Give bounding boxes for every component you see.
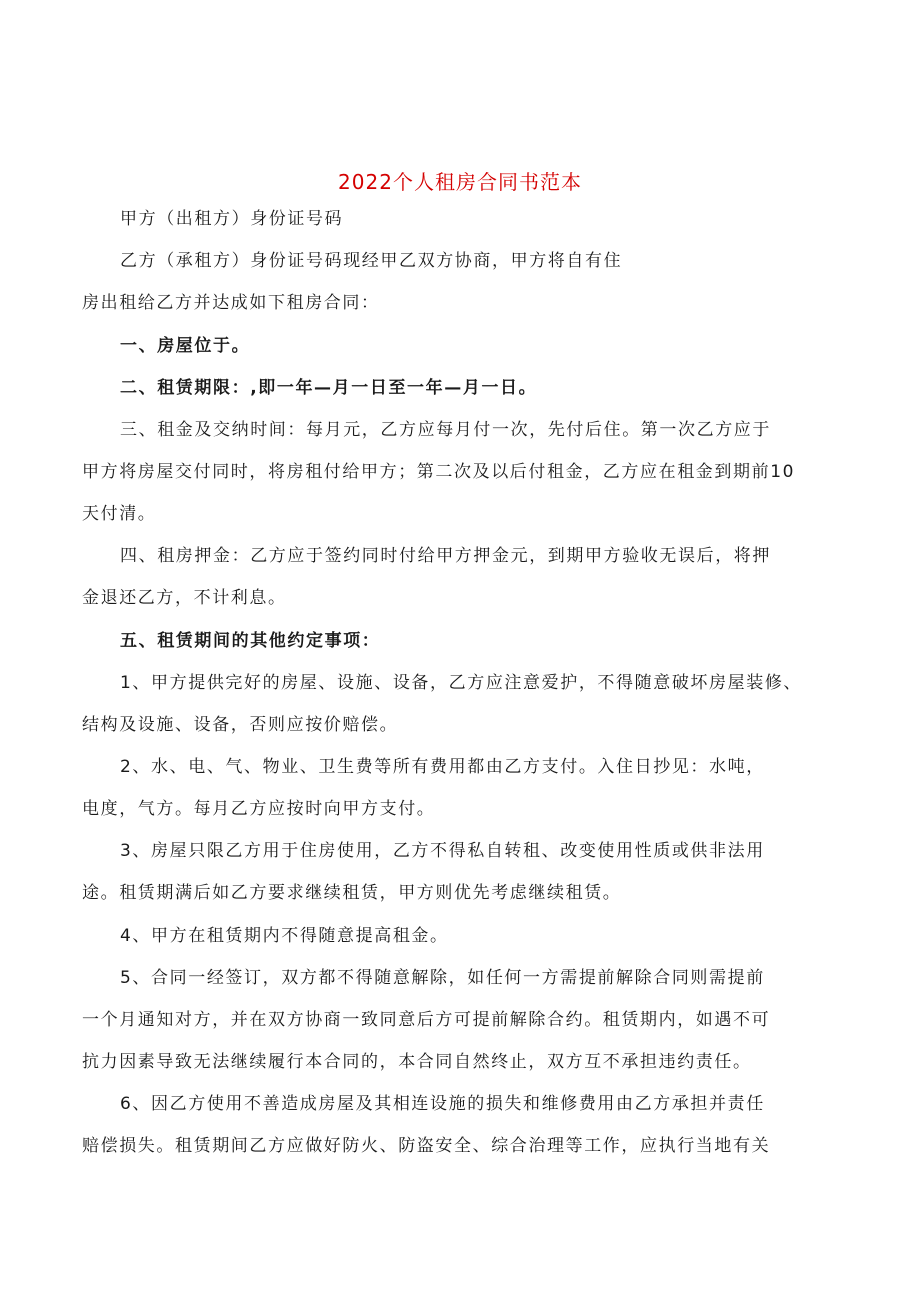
- section-3-line-3: 天付清。: [82, 504, 157, 524]
- party-b-line: 乙方（承租方）身份证号码现经甲乙双方协商，甲方将自有住: [120, 251, 623, 271]
- item-5-line-2: 一个月通知对方，并在双方协商一致同意后方可提前解除合约。租赁期内，如遇不可: [82, 1010, 771, 1030]
- item-1-line-2: 结构及设施、设备，否则应按价赔偿。: [82, 715, 399, 735]
- document-title: 2022个人租房合同书范本: [338, 170, 582, 194]
- item-5-line-1: 5、合同一经签订，双方都不得随意解除，如任何一方需提前解除合同则需提前: [120, 968, 765, 988]
- item-4-line-1: 4、甲方在租赁期内不得随意提高租金。: [120, 926, 449, 946]
- section-1-heading: 一、房屋位于。: [120, 336, 251, 356]
- item-6-line-1: 6、因乙方使用不善造成房屋及其相连设施的损失和维修费用由乙方承担并责任: [120, 1094, 765, 1114]
- item-5-line-3: 抗力因素导致无法继续履行本合同的，本合同自然终止，双方互不承担违约责任。: [82, 1052, 752, 1072]
- section-5-heading: 五、租赁期间的其他约定事项：: [120, 631, 381, 651]
- section-3-line-1: 三、租金及交纳时间：每月元，乙方应每月付一次，先付后住。第一次乙方应于: [120, 420, 771, 440]
- item-1-line-1: 1、甲方提供完好的房屋、设施、设备，乙方应注意爱护，不得随意破坏房屋装修、: [120, 673, 803, 693]
- section-2-heading: 二、租赁期限：,即一年—月一日至一年—月一日。: [120, 378, 538, 398]
- item-6-line-2: 赔偿损失。租赁期间乙方应做好防火、防盗安全、综合治理等工作，应执行当地有关: [82, 1136, 771, 1156]
- section-4-line-2: 金退还乙方，不计利息。: [82, 588, 287, 608]
- item-2-line-1: 2、水、电、气、物业、卫生费等所有费用都由乙方支付。入住日抄见：水吨，: [120, 757, 765, 777]
- party-a-line: 甲方（出租方）身份证号码: [120, 209, 344, 229]
- section-4-line-1: 四、租房押金：乙方应于签约同时付给甲方押金元，到期甲方验收无误后，将押: [120, 546, 771, 566]
- intro-line: 房出租给乙方并达成如下租房合同：: [82, 293, 380, 313]
- item-3-line-1: 3、房屋只限乙方用于住房使用，乙方不得私自转租、改变使用性质或供非法用: [120, 841, 765, 861]
- section-3-line-2: 甲方将房屋交付同时，将房租付给甲方；第二次及以后付租金，乙方应在租金到期前10: [82, 462, 796, 482]
- item-3-line-2: 途。租赁期满后如乙方要求继续租赁，甲方则优先考虑继续租赁。: [82, 883, 622, 903]
- item-2-line-2: 电度，气方。每月乙方应按时向甲方支付。: [82, 799, 436, 819]
